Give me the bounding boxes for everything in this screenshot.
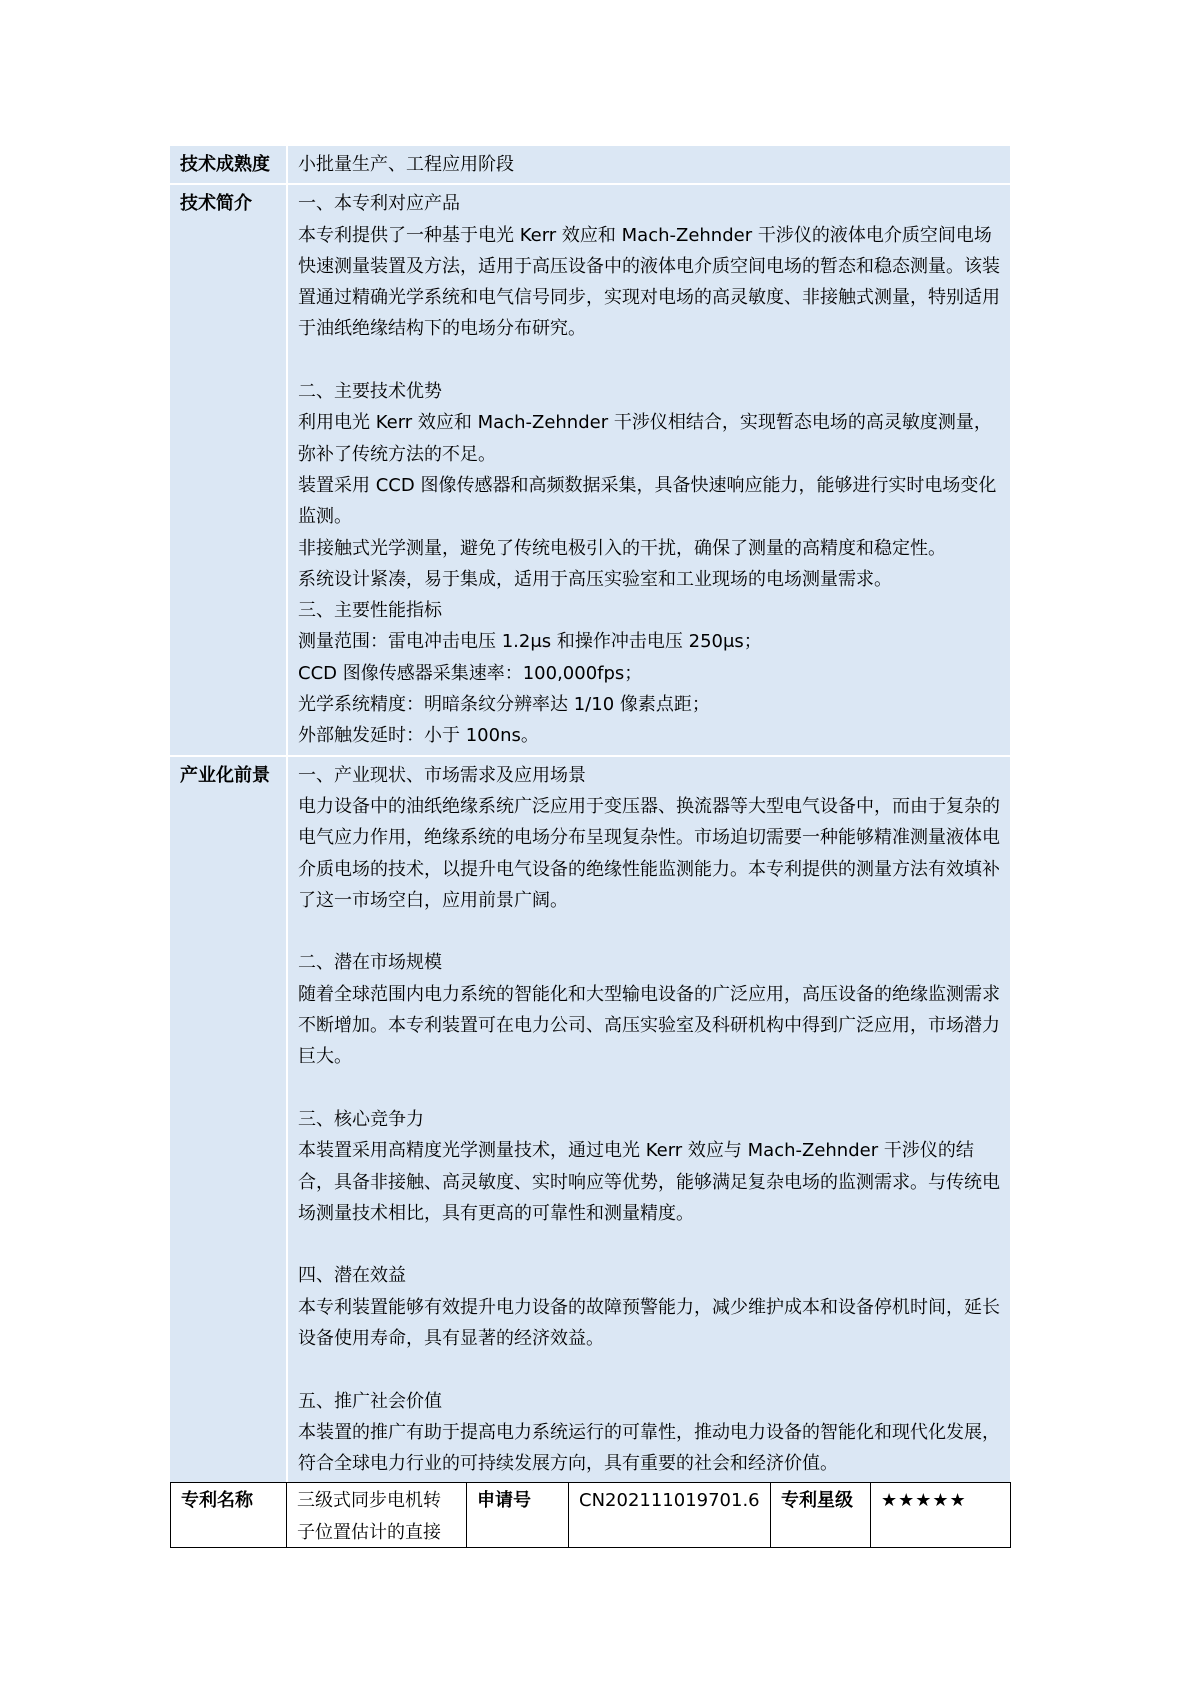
patent-summary-row xyxy=(171,1483,1011,1548)
prospect-paragraph: 本装置采用高精度光学测量技术，通过电光 Kerr 效应与 Mach-Zehnder 干涉仪的结合，具备非接触、高灵敏度、实时响应等优势，能够满足复杂电场的监测需求。与传统电场测量技术相比，具有更高的可靠性和测量精度。 xyxy=(298,1140,1000,1224)
intro-paragraph: 外部触发延时：小于 100ns。 xyxy=(298,725,539,747)
prospect-paragraph: 一、产业现状、市场需求及应用场景 xyxy=(298,764,586,786)
application-number-value: CN202111019701.6 xyxy=(569,1483,771,1548)
blank-line xyxy=(298,1073,1000,1104)
patent-rating-label: 专利星级 xyxy=(771,1483,871,1548)
document-page xyxy=(170,146,1010,1548)
blank-line xyxy=(298,345,1000,376)
patent-rating-stars: ★★★★★ xyxy=(871,1483,1011,1548)
intro-paragraph: 非接触式光学测量，避免了传统电极引入的干扰，确保了测量的高精度和稳定性。 xyxy=(298,537,946,559)
patent-name-value: 三级式同步电机转子位置估计的直接 xyxy=(297,1490,441,1543)
intro-paragraph: 系统设计紧凑，易于集成，适用于高压实验室和工业现场的电场测量需求。 xyxy=(298,568,892,590)
patent-name-cell xyxy=(287,1483,467,1548)
prospect-paragraph: 四、潜在效益 xyxy=(298,1265,406,1287)
prospect-paragraph: 电力设备中的油纸绝缘系统广泛应用于变压器、换流器等大型电气设备中，而由于复杂的电气应力作用，绝缘系统的电场分布呈现复杂性。市场迫切需要一种能够精准测量液体电介质电场的技术，以提升电气设备的绝缘性能监测能力。本专利提供的测量方法有效填补了这一市场空白，应用前景广阔。 xyxy=(298,795,1000,911)
blank-line xyxy=(298,1354,1000,1385)
prospect-label: 产业化前景 xyxy=(170,756,287,1483)
patent-summary-table xyxy=(170,1482,1011,1548)
maturity-value: 小批量生产、工程应用阶段 xyxy=(287,146,1010,184)
intro-paragraph: CCD 图像传感器采集速率：100,000fps； xyxy=(298,662,643,684)
prospect-paragraph: 随着全球范围内电力系统的智能化和大型输电设备的广泛应用，高压设备的绝缘监测需求不断增加。本专利装置可在电力公司、高压实验室及科研机构中得到广泛应用，市场潜力巨大。 xyxy=(298,983,1000,1068)
prospect-paragraph: 三、核心竞争力 xyxy=(298,1108,424,1130)
prospect-paragraph: 五、推广社会价值 xyxy=(298,1390,442,1412)
patent-name-label: 专利名称 xyxy=(171,1483,287,1548)
intro-paragraph: 装置采用 CCD 图像传感器和高频数据采集，具备快速响应能力，能够进行实时电场变化监测。 xyxy=(298,474,997,528)
maturity-row xyxy=(170,146,1010,184)
patent-info-table xyxy=(170,146,1010,1482)
intro-paragraph: 本专利提供了一种基于电光 Kerr 效应和 Mach-Zehnder 干涉仪的液体电介质空间电场快速测量装置及方法，适用于高压设备中的液体电介质空间电场的暂态和稳态测量。该装置通过精确光学系统和电气信号同步，实现对电场的高灵敏度、非接触式测量，特别适用于油纸绝缘结构下的电场分布研究。 xyxy=(298,224,1000,340)
prospect-paragraph: 本装置的推广有助于提高电力系统运行的可靠性，推动电力设备的智能化和现代化发展，符合全球电力行业的可持续发展方向，具有重要的社会和经济价值。 xyxy=(298,1421,1000,1475)
intro-label: 技术简介 xyxy=(170,184,287,755)
maturity-label: 技术成熟度 xyxy=(170,146,287,184)
prospect-paragraph: 二、潜在市场规模 xyxy=(298,952,442,974)
blank-line xyxy=(298,1229,1000,1260)
intro-paragraph: 二、主要技术优势 xyxy=(298,381,442,403)
prospect-paragraph: 本专利装置能够有效提升电力设备的故障预警能力，减少维护成本和设备停机时间，延长设备使用寿命，具有显著的经济效益。 xyxy=(298,1296,1000,1349)
intro-paragraph: 三、主要性能指标 xyxy=(298,600,442,622)
intro-content xyxy=(287,184,1010,755)
blank-line xyxy=(298,916,1000,947)
intro-paragraph: 一、本专利对应产品 xyxy=(298,193,460,215)
prospect-row xyxy=(170,756,1010,1483)
application-number-label: 申请号 xyxy=(467,1483,569,1548)
intro-row xyxy=(170,184,1010,755)
prospect-content xyxy=(287,756,1010,1483)
intro-paragraph: 测量范围：雷电冲击电压 1.2μs 和操作冲击电压 250μs； xyxy=(298,631,762,653)
intro-paragraph: 光学系统精度：明暗条纹分辨率达 1/10 像素点距； xyxy=(298,694,710,716)
intro-paragraph: 利用电光 Kerr 效应和 Mach-Zehnder 干涉仪相结合，实现暂态电场的高灵敏度测量，弥补了传统方法的不足。 xyxy=(298,412,992,465)
